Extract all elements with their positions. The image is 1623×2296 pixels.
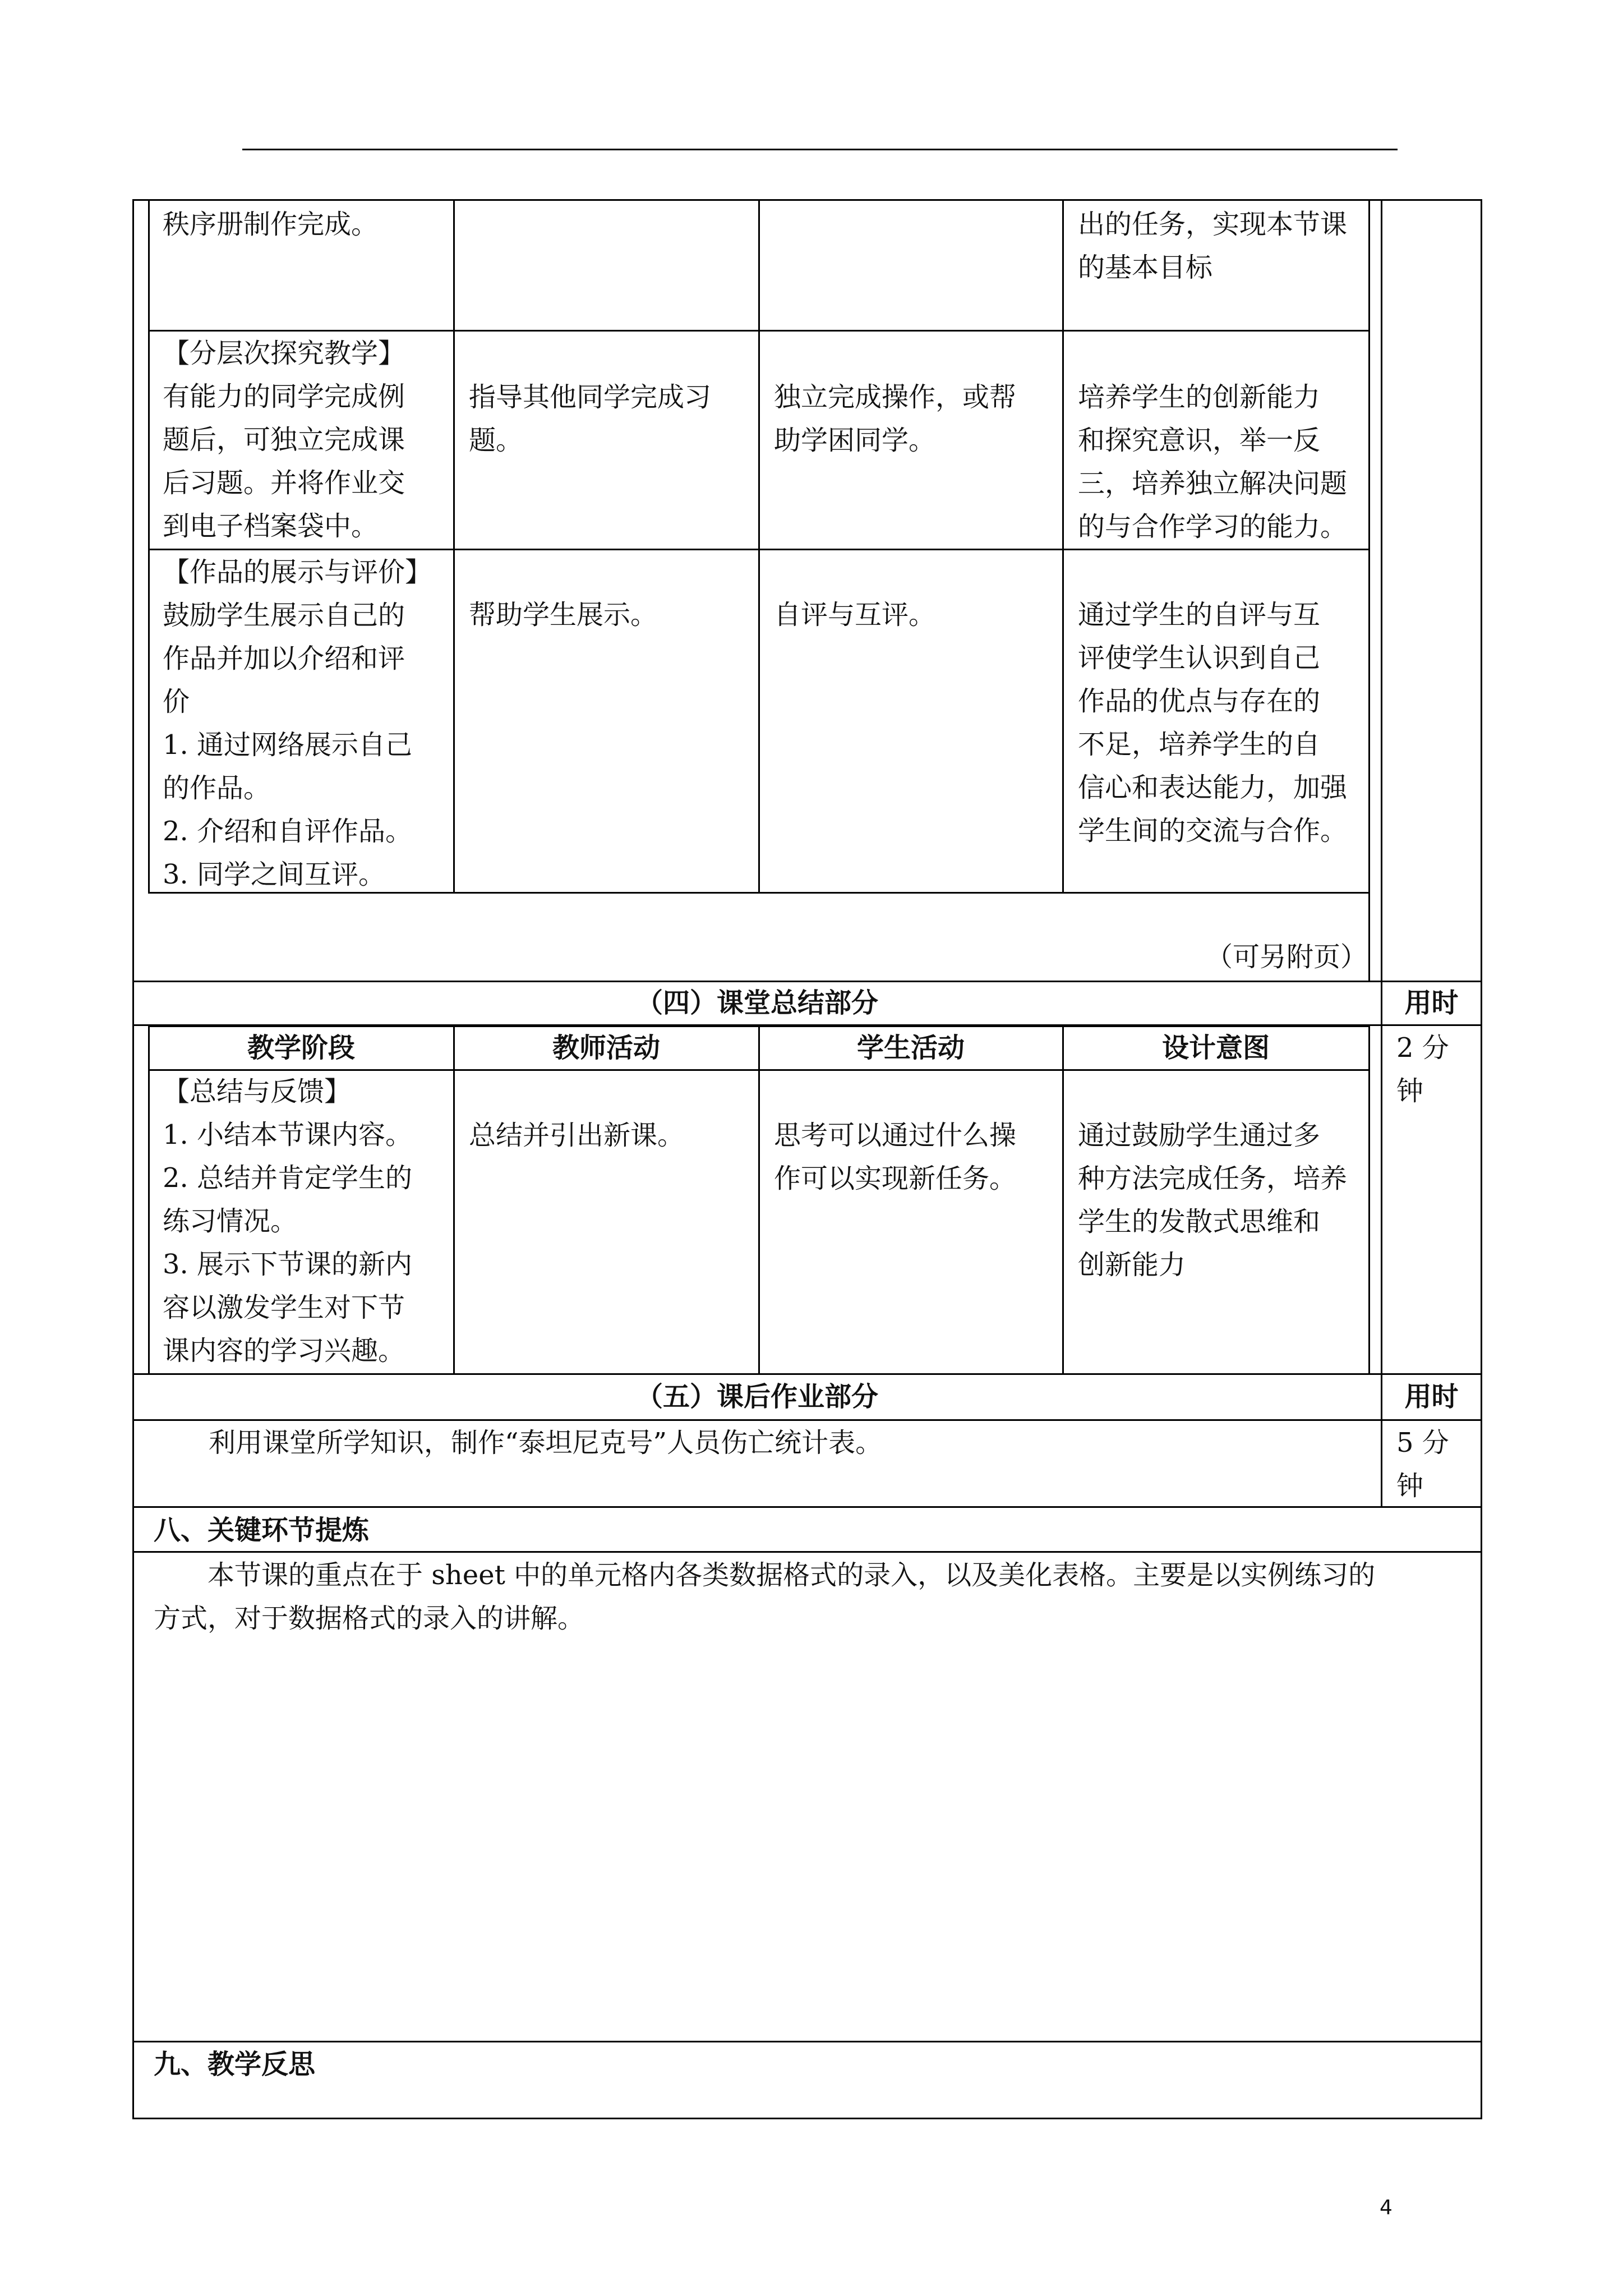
row3-intent: 通过学生的自评与互 评使学生认识到自己 作品的优点与存在的 不足，培养学生的自 信心和表达能力，加强 学生间的交流与合作。: [1078, 599, 1348, 846]
s4-teacher: 总结并引出新课。: [469, 1120, 685, 1151]
section9-title: 九、教学反思: [154, 2049, 316, 2080]
s4-inner-left: [148, 1025, 150, 1373]
row2-student: 独立完成操作，或帮 助学困同学。: [774, 381, 1017, 456]
inner-table-outer-right: [1368, 199, 1370, 982]
section5-content: 利用课堂所学知识，制作“泰坦尼克号”人员伤亡统计表。: [209, 1427, 883, 1458]
outer-bottom-border: [132, 2118, 1482, 2119]
section4-title: （四）课堂总结部分: [635, 987, 878, 1019]
s4-col-sep-2: [758, 1025, 760, 1373]
row2-intent: 培养学生的创新能力 和探究意识，举一反 三，培养独立解决问题 的与合作学习的能力。: [1078, 381, 1348, 542]
section8-top-rule: [132, 1506, 1482, 1508]
inner-table-outer-right-2: [1368, 1025, 1370, 1373]
s4-col-sep-1: [453, 1025, 455, 1373]
outer-top-border: [132, 199, 1482, 201]
row-sep-2: [148, 549, 1370, 550]
section8-title: 八、关键环节提炼: [154, 1515, 370, 1546]
s4-header-teacher: 教师活动: [552, 1032, 660, 1064]
s4-col-sep-3: [1062, 1025, 1064, 1373]
s4-header-intent: 设计意图: [1161, 1032, 1270, 1064]
row3-stage: 【作品的展示与评价】 鼓励学生展示自己的 作品并加以介绍和评 价 1. 通过网络展示自己 的作品。 2. 介绍和自评作品。 3. 同学之间互评。: [163, 556, 432, 890]
section5-title: （五）课后作业部分: [635, 1381, 878, 1412]
outer-right-border: [1481, 199, 1482, 2118]
s4-stage: 【总结与反馈】 1. 小结本节课内容。 2. 总结并肯定学生的 练习情况。 3. 展示下节课的新内 容以激发学生对下节 课内容的学习兴趣。: [163, 1076, 413, 1366]
row1-stage: 秩序册制作完成。: [163, 209, 379, 240]
header-rule: [242, 149, 1398, 150]
inner-left-border: [148, 199, 150, 894]
s4-student: 思考可以通过什么操 作可以实现新任务。: [774, 1120, 1017, 1194]
section8-content: 本节课的重点在于 sheet 中的单元格内各类数据格式的录入，以及美化表格。主要是以实例练习的 方式，对于数据格式的录入的讲解。: [154, 1559, 1376, 1634]
s5-time-value: 5 分 钟: [1396, 1427, 1449, 1502]
row1-intent: 出的任务，实现本节课 的基本目标: [1078, 209, 1348, 283]
s4-time-value: 2 分 钟: [1396, 1032, 1449, 1107]
row3-student: 自评与互评。: [774, 599, 936, 631]
row2-teacher: 指导其他同学完成习 题。: [469, 381, 712, 456]
section8-header-bottom: [132, 1551, 1482, 1553]
row3-teacher: 帮助学生展示。: [469, 599, 658, 631]
time-column-left-border: [1381, 199, 1382, 1506]
s4-header-stage: 教学阶段: [247, 1032, 355, 1064]
outer-left-border: [132, 199, 134, 2118]
page-number: 4: [1380, 2196, 1393, 2219]
s4-header-student: 学生活动: [856, 1032, 965, 1064]
section5-header-bottom: [132, 1419, 1482, 1421]
col-sep-1: [453, 199, 455, 894]
section5-time-header: 用时: [1404, 1381, 1459, 1412]
section9-top-rule: [132, 2041, 1482, 2042]
s4-intent: 通过鼓励学生通过多 种方法完成任务，培养 学生的发散式思维和 创新能力: [1078, 1120, 1348, 1281]
row2-stage: 【分层次探究教学】 有能力的同学完成例 题后，可独立完成课 后习题。并将作业交 到电子档案袋中。: [163, 338, 405, 542]
row-sep-1: [148, 330, 1370, 332]
section5-top-rule: [132, 1373, 1482, 1375]
col-sep-3: [1062, 199, 1064, 894]
extra-page-note: （可另附页）: [1206, 941, 1368, 973]
section5-time-sep: [1381, 1373, 1382, 1506]
col-sep-2: [758, 199, 760, 894]
section4-time-header: 用时: [1404, 987, 1459, 1019]
